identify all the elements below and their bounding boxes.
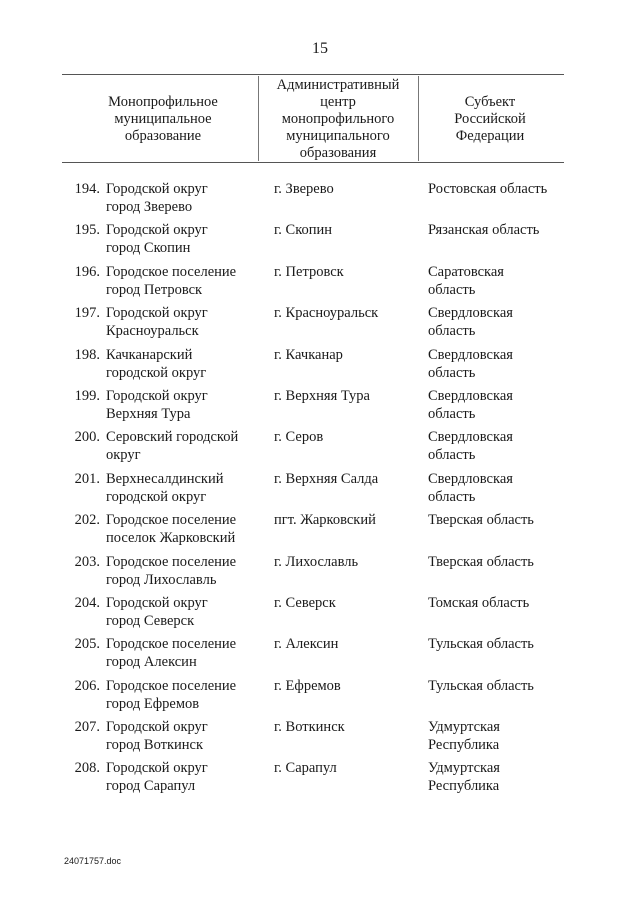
row-number: 194. <box>74 181 100 197</box>
table-header-rule <box>62 162 564 163</box>
header-municipal-formation: Монопрофильное муниципальное образование <box>108 93 218 144</box>
table-row <box>0 304 640 345</box>
table-row <box>0 511 640 552</box>
federal-subject: Удмуртская Республика <box>428 760 500 795</box>
row-number: 207. <box>74 719 100 736</box>
row-number: 197. <box>74 305 100 322</box>
municipal-formation-name: Верхнесалдинский городской округ <box>106 470 224 505</box>
admin-center: г. Воткинск <box>274 719 345 736</box>
row-number: 201. <box>74 470 100 487</box>
table-row <box>0 221 640 262</box>
table-row <box>0 387 640 428</box>
federal-subject: Свердловская область <box>428 387 513 422</box>
document-footer: 24071757.doc <box>64 856 122 866</box>
federal-subject: Свердловская область <box>428 305 513 340</box>
admin-center: г. Серов <box>274 429 324 446</box>
row-number: 196. <box>74 263 100 280</box>
federal-subject: Свердловская область <box>428 346 513 381</box>
header-divider <box>418 76 419 161</box>
row-number: 195. <box>74 222 100 239</box>
municipal-formation-name: Городской округ город Сарапул <box>106 760 208 795</box>
table-row <box>0 635 640 676</box>
table-top-rule <box>62 74 564 75</box>
admin-center: г. Северск <box>274 594 336 611</box>
federal-subject: Тверская область <box>428 553 534 570</box>
table-row <box>0 594 640 635</box>
admin-center: г. Верхняя Салда <box>274 470 379 487</box>
row-number: 205. <box>74 636 100 653</box>
municipal-formation-name: Качканарский городской округ <box>106 346 207 381</box>
federal-subject: Рязанская область <box>428 222 540 239</box>
admin-center: г. Качканар <box>274 346 343 363</box>
federal-subject: Саратовская область <box>428 263 504 298</box>
federal-subject: Удмуртская Республика <box>428 719 500 754</box>
federal-subject: Томская область <box>428 594 530 611</box>
admin-center: г. Скопин <box>274 222 333 239</box>
municipal-formation-name: Городской округ город Воткинск <box>106 719 208 754</box>
municipal-formation-name: Серовский городской округ <box>106 429 239 464</box>
table-row <box>0 718 640 759</box>
municipal-formation-name: Городское поселение поселок Жарковский <box>106 512 237 547</box>
row-number: 199. <box>74 387 100 404</box>
table-row <box>0 263 640 304</box>
admin-center: г. Красноуральск <box>274 305 379 322</box>
admin-center: г. Верхняя Тура <box>274 387 370 404</box>
page-number: 15 <box>312 40 328 57</box>
municipal-formation-name: Городское поселение город Лихославль <box>106 553 237 588</box>
municipal-formation-name: Городское поселение город Петровск <box>106 263 237 298</box>
admin-center: г. Алексин <box>274 636 339 653</box>
federal-subject: Тверская область <box>428 512 534 529</box>
municipal-formation-name: Городское поселение город Алексин <box>106 636 237 671</box>
table-row <box>0 759 640 800</box>
table-row <box>0 180 640 221</box>
row-number: 208. <box>74 760 100 777</box>
table-body <box>0 180 640 801</box>
header-federal-subject: Субъект Российской Федерации <box>454 93 526 144</box>
municipal-formation-name: Городской округ Верхняя Тура <box>106 387 208 422</box>
table-row <box>0 553 640 594</box>
municipal-formation-name: Городской округ город Северск <box>106 594 208 629</box>
federal-subject: Ростовская область <box>428 181 548 197</box>
header-divider <box>258 76 259 161</box>
municipal-formation-name: Городской округ город Скопин <box>106 222 208 257</box>
header-admin-center: Административный центр монопрофильного муниципального образования <box>276 76 400 161</box>
row-number: 202. <box>74 512 100 529</box>
municipal-formation-name: Городское поселение город Ефремов <box>106 677 237 712</box>
row-number: 203. <box>74 553 100 570</box>
federal-subject: Тульская область <box>428 636 534 653</box>
row-number: 200. <box>74 429 100 446</box>
table-row <box>0 677 640 718</box>
row-number: 198. <box>74 346 100 363</box>
municipal-formation-name: Городской округ город Зверево <box>106 181 208 215</box>
municipal-formation-name: Городской округ Красноуральск <box>106 305 208 340</box>
admin-center: г. Лихославль <box>274 553 359 570</box>
admin-center: г. Ефремов <box>274 677 341 694</box>
row-number: 204. <box>74 594 100 611</box>
row-number: 206. <box>74 677 100 694</box>
table-row <box>0 428 640 469</box>
admin-center: пгт. Жарковский <box>274 512 376 529</box>
federal-subject: Свердловская область <box>428 470 513 505</box>
federal-subject: Свердловская область <box>428 429 513 464</box>
table-row <box>0 470 640 511</box>
federal-subject: Тульская область <box>428 677 534 694</box>
admin-center: г. Сарапул <box>274 760 337 777</box>
admin-center: г. Петровск <box>274 263 344 280</box>
admin-center: г. Зверево <box>274 181 334 197</box>
table-row <box>0 346 640 387</box>
